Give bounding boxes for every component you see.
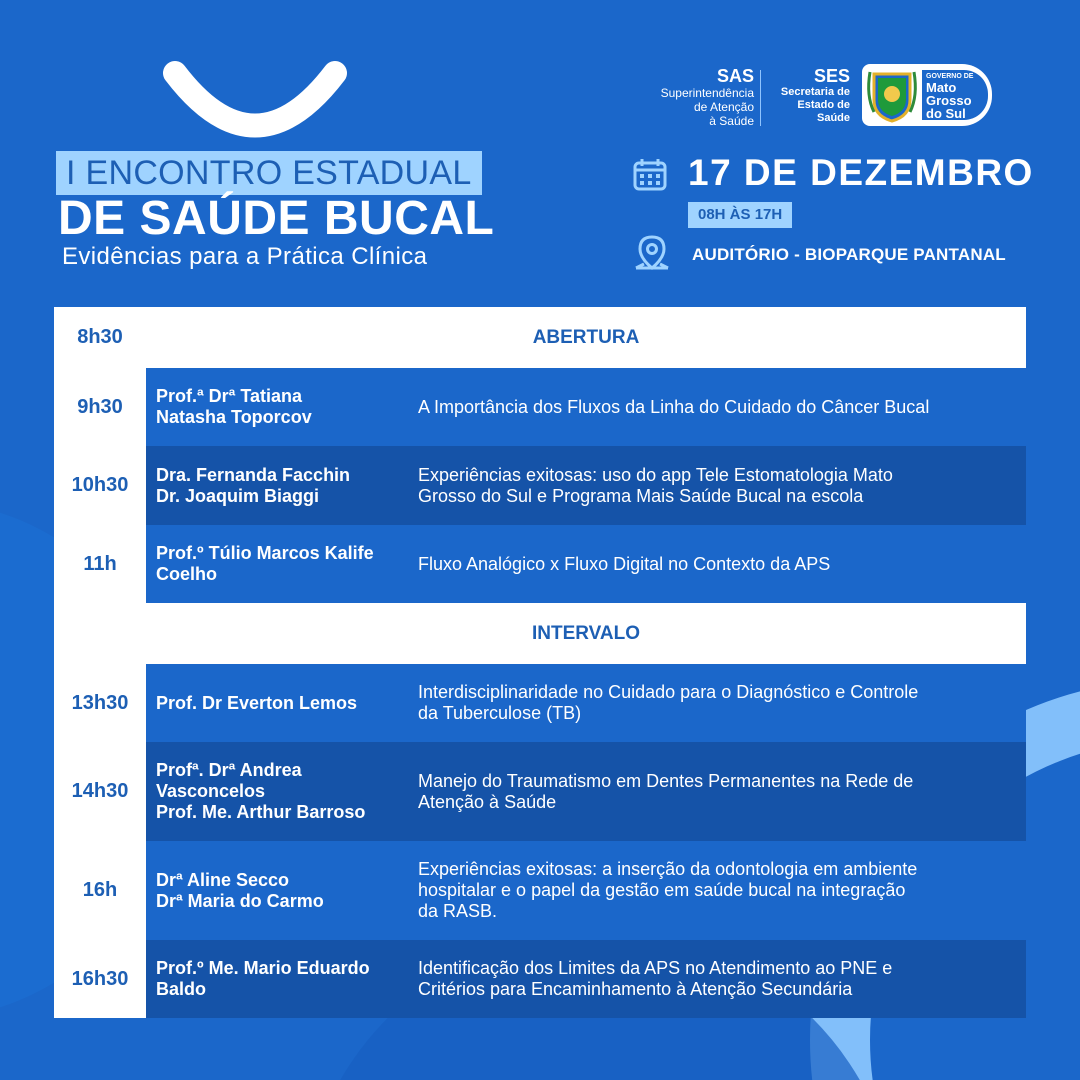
ses-name: Secretaria de Estado de Saúde	[780, 86, 850, 124]
schedule-time: 16h30	[54, 940, 146, 1018]
sas-acronym: SAS	[716, 66, 754, 86]
schedule-speaker	[146, 525, 408, 603]
schedule-topic	[408, 446, 1026, 525]
event-venue: AUDITÓRIO - BIOPARQUE PANTANAL	[692, 245, 1006, 264]
event-title-line1: I ENCONTRO ESTADUAL	[56, 151, 482, 195]
schedule-time: 9h30	[54, 368, 146, 446]
schedule-row	[54, 368, 1026, 446]
schedule-time: 10h30	[54, 446, 146, 525]
speaker-name: Prof.ª Drª Tatiana Natasha Toporcov	[156, 386, 312, 427]
sas-name: Superintendência de Atenção à Saúde	[660, 86, 754, 128]
schedule-time: 13h30	[54, 664, 146, 742]
schedule-time: 14h30	[54, 742, 146, 841]
speaker-name: Drª Aline Secco Drª Maria do Carmo	[156, 869, 324, 911]
schedule-section-label: ABERTURA	[146, 307, 1026, 368]
topic-text: Fluxo Analógico x Fluxo Digital no Contexto da APS	[418, 553, 831, 574]
schedule-row	[54, 742, 1026, 841]
schedule-time	[54, 603, 146, 664]
schedule-speaker	[146, 841, 408, 940]
schedule-time: 11h	[54, 525, 146, 603]
topic-text: A Importância dos Fluxos da Linha do Cuidado do Câncer Bucal	[418, 396, 930, 417]
government-state-name: Mato Grosso do Sul	[926, 80, 972, 121]
schedule-topic	[408, 368, 1026, 446]
event-subtitle: Evidências para a Prática Clínica	[62, 243, 428, 270]
schedule-topic	[408, 525, 1026, 603]
schedule-speaker	[146, 742, 408, 841]
ses-logo	[770, 66, 850, 125]
schedule-section-label: INTERVALO	[146, 603, 1026, 664]
event-hours-badge: 08H ÀS 17H	[688, 202, 792, 228]
schedule-topic	[408, 841, 1026, 940]
speaker-name: Dra. Fernanda Facchin Dr. Joaquim Biaggi	[156, 464, 351, 506]
government-logo	[862, 64, 992, 126]
schedule-row-opening	[54, 307, 1026, 368]
government-label	[922, 70, 988, 120]
schedule-row	[54, 525, 1026, 603]
schedule-time: 16h	[54, 841, 146, 940]
calendar-icon	[632, 158, 668, 192]
smile-logo-icon	[160, 58, 350, 138]
logo-divider	[760, 70, 761, 126]
schedule-speaker	[146, 664, 408, 742]
coat-of-arms-icon	[864, 66, 920, 124]
sas-logo	[630, 66, 754, 128]
schedule-row	[54, 664, 1026, 742]
schedule-speaker	[146, 446, 408, 525]
speaker-name: Prof.º Túlio Marcos Kalife Coelho	[156, 543, 374, 584]
schedule-row	[54, 446, 1026, 525]
speaker-name: Prof.º Me. Mario Eduardo Baldo	[156, 958, 370, 999]
schedule-time: 8h30	[54, 307, 146, 368]
event-date: 17 DE DEZEMBRO	[688, 152, 1034, 193]
topic-text: Experiências exitosas: uso do app Tele Estomatologia Mato Grosso do Sul e Programa Mais Saúde Bucal na escola	[418, 464, 893, 506]
schedule-speaker	[146, 368, 408, 446]
topic-text: Manejo do Traumatismo em Dentes Permanentes na Rede de Atenção à Saúde	[418, 770, 914, 812]
schedule-topic	[408, 940, 1026, 1018]
speaker-name: Prof. Dr Everton Lemos	[156, 692, 358, 713]
schedule-row	[54, 940, 1026, 1018]
speaker-name: Profª. Drª Andrea Vasconcelos Prof. Me. Arthur Barroso	[156, 760, 366, 822]
schedule-row-break	[54, 603, 1026, 664]
schedule-topic	[408, 664, 1026, 742]
schedule-topic	[408, 742, 1026, 841]
location-pin-icon	[632, 234, 672, 274]
schedule-row	[54, 841, 1026, 940]
event-title-line2: DE SAÚDE BUCAL	[58, 192, 495, 245]
ses-acronym: SES	[813, 66, 850, 86]
government-small-text: GOVERNO DE	[926, 73, 974, 80]
schedule-speaker	[146, 940, 408, 1018]
schedule-table	[54, 307, 1026, 1018]
topic-text: Experiências exitosas: a inserção da odontologia em ambiente hospitalar e o papel da gestão em saúde bucal na integração da RASB.	[418, 859, 918, 921]
topic-text: Identificação dos Limites da APS no Atendimento ao PNE e Critérios para Encaminhamento à Atenção Secundária	[418, 958, 893, 999]
topic-text: Interdisciplinaridade no Cuidado para o Diagnóstico e Controle da Tuberculose (TB)	[418, 682, 919, 723]
